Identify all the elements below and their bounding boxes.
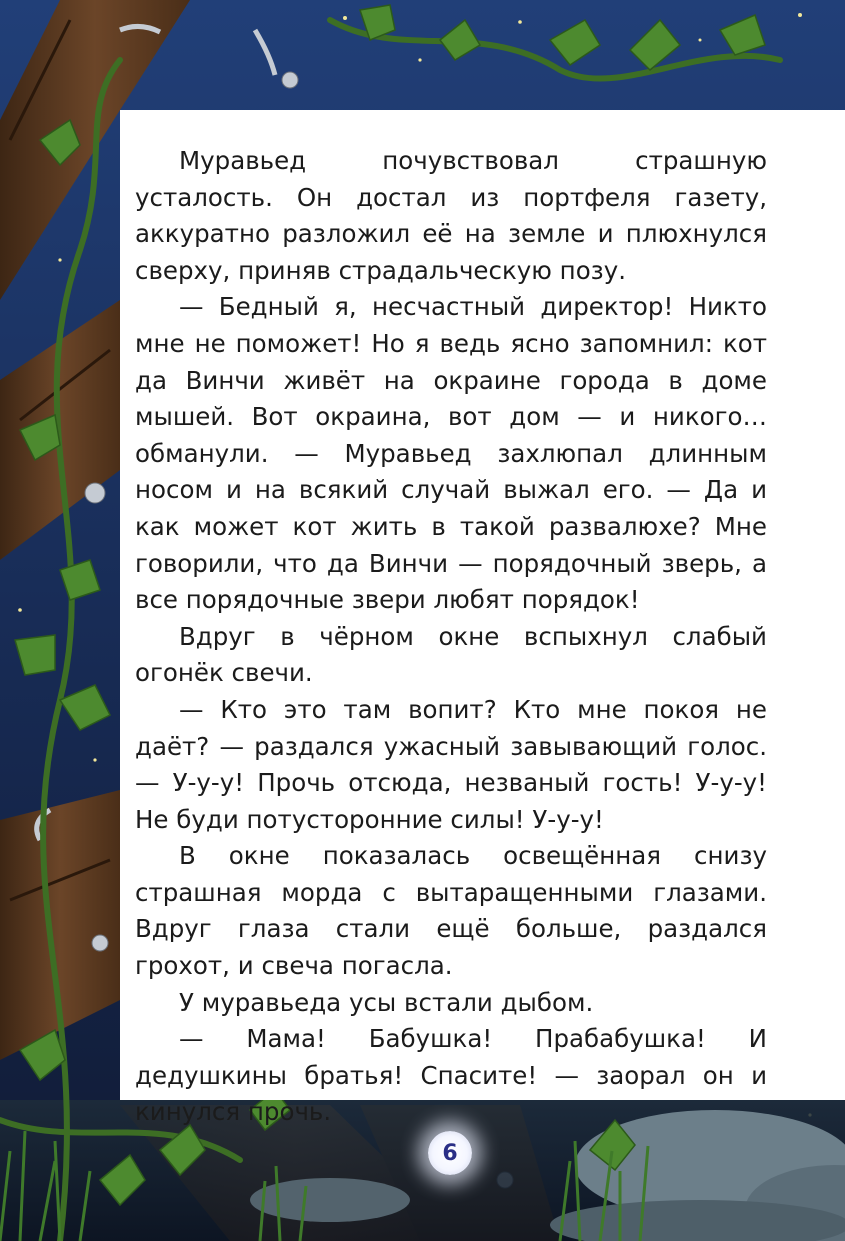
paragraph: — Кто это там вопит? Кто мне покоя не даёт? — раздался ужасный завывающий голос. — У-у-у! Прочь отсюда, незваный гость! У-у-у! Не буди потусторонние силы! У-у-у! xyxy=(135,694,767,834)
paragraph: Муравьед почувствовал страшную усталость. Он достал из портфеля газету, аккуратно разложил её на земле и плюхнулся сверху, приняв страдальческую позу. xyxy=(135,146,767,285)
page-number-badge xyxy=(428,1131,472,1175)
paragraph: — Мама! Бабушка! Прабабушка! И дедушкины братья! Спасите! — заорал он и кинулся прочь. xyxy=(135,1024,767,1127)
paragraph: В окне показалась освещённая снизу страшная морда с вытаращенными глазами. Вдруг глаза стали ещё больше, раздался грохот, и свеча погасла. xyxy=(135,841,767,981)
page-number: 6 xyxy=(442,1140,458,1166)
paragraph: У муравьеда усы встали дыбом. xyxy=(179,987,594,1017)
paragraph: Вдруг в чёрном окне вспыхнул слабый огонёк свечи. xyxy=(135,621,767,688)
story-text xyxy=(135,143,767,1131)
paragraph: — Бедный я, несчастный директор! Никто мне не поможет! Но я ведь ясно запомнил: кот да Винчи живёт на окраине города в доме мышей. Вот окраина, вот дом — и никого… обманули. — Муравьед захлюпал длинным носом и на всякий случай выжал его. — Да и как может кот жить в такой развалюхе? Мне говорили, что да Винчи — порядочный зверь, а все порядочные звери любят порядок! xyxy=(135,292,767,615)
